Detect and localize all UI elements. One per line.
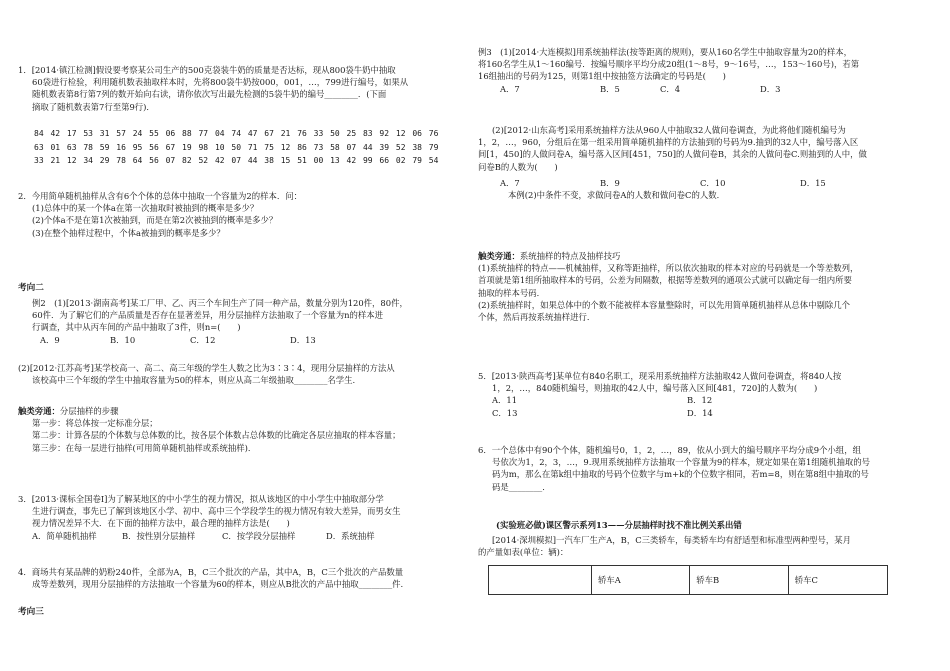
option: D．15 [800, 177, 826, 188]
q5-options [478, 407, 923, 419]
random-number-table [18, 128, 463, 167]
question-3 [18, 493, 463, 542]
ex3-2-line: 间[1，450]的人做问卷A，编号落入区间[451，750]的人做问卷B，其余的人做问卷C.则抽到的人中，做 [478, 149, 867, 160]
section-heading: 考向三 [18, 607, 44, 617]
option: C．按学段分层抽样 [222, 530, 296, 541]
q1-line: 1．[2014·镇江检测]假设要考察某公司生产的500克袋装牛奶的质量是否达标，现从800袋牛奶中抽取 [18, 65, 396, 75]
ex3-2-line: (2)[2012·山东高考]采用系统抽样方法从960人中抽取32人做问卷调查，为此将他们随机编号为 [492, 125, 846, 135]
tips-line: 个体，然后再按系统抽样进行． [478, 311, 596, 322]
random-row: 63 01 63 78 59 16 95 56 67 19 98 10 50 71 75 12 86 73 58 07 44 39 52 38 79 [34, 142, 439, 152]
option: C．4 [660, 83, 681, 94]
option: B．5 [600, 83, 620, 94]
warning-body [478, 534, 923, 558]
option: B．12 [687, 395, 713, 406]
tips-line: 抽取的样本号码． [478, 287, 545, 298]
question-6 [478, 444, 923, 493]
warn-line: [2014·深圳模拟]一汽车厂生产A，B，C三类轿车，每类轿车均有舒适型和标准型两种型号，某月 [492, 535, 851, 545]
example-2 [18, 297, 463, 346]
q3-options [18, 530, 463, 542]
q4-line: 4．商场共有某品牌的奶粉240件，全部为A，B，C三个批次的产品，其中A，B，C三个批次的产品数量 [18, 567, 404, 577]
q5-options [478, 394, 923, 406]
example-2-part-2 [18, 362, 463, 386]
table-row [489, 566, 888, 595]
option: A．7 [500, 177, 520, 188]
random-row: 33 21 12 34 29 78 64 56 07 82 52 42 07 44 38 15 51 00 13 42 99 66 02 79 54 [34, 156, 439, 166]
option: B．9 [600, 177, 620, 188]
option: A．9 [40, 334, 60, 345]
question-1 [18, 64, 463, 113]
example-3-part-2 [478, 124, 923, 201]
q2-line: (2)个体a不是在第1次被抽到，而是在第2次被抽到的概率是多少？ [32, 215, 278, 226]
q4-line: 成等差数列，现用分层抽样的方法抽取一个容量为60的样本，则应从B批次的产品中抽取________件. [32, 579, 404, 590]
table-cell [489, 566, 592, 595]
tips-title: 触类旁通： [478, 251, 520, 261]
option: B．10 [110, 334, 136, 345]
q1-line: 摘取了随机数表第7行至第9行)． [32, 101, 155, 112]
question-2 [18, 190, 463, 239]
option: C．10 [700, 177, 726, 188]
option: D．14 [687, 407, 713, 418]
option: D．系统抽样 [326, 530, 375, 541]
question-4 [18, 566, 463, 590]
tips-line: 第二步：计算各层的个体数与总体数的比，按各层个体数占总体数的比确定各层应抽取的样本容量； [32, 430, 401, 441]
q3-line: 视力情况差异不大．在下面的抽样方法中，最合理的抽样方法是( ) [32, 518, 290, 529]
q2-line: (1)总体中的某一个体a在第一次抽取时被抽到的概率是多少？ [32, 203, 259, 214]
q5-line: 1，2，…，840随机编号，则抽取的42人中，编号落入区间[481，720]的人数为( ) [492, 383, 818, 394]
ex2-options [18, 334, 463, 346]
tips-systematic [478, 250, 923, 323]
warning-title: (实验班必做)课区警示系列13——分层抽样时找不准比例关系出错 [496, 520, 742, 530]
option: A．简单随机抽样 [32, 530, 97, 541]
ex3-line: 将160名学生从1～160编号．按编号顺序平均分成20组(1～8号，9～16号，…，153～160号)，若第 [478, 59, 860, 70]
section-heading: 考向二 [18, 283, 44, 293]
table-header-cell: 轿车C [788, 566, 887, 595]
tips-line: (1)系统抽样的特点——机械抽样，又称等距抽样，所以依次抽取的样本对应的号码就是一个等差数列， [478, 263, 859, 274]
ex2-2-line: (2)[2012·江苏高考]某学校高一、高二、高三年级的学生人数之比为3∶3∶4，现用分层抽样的方法从 [18, 363, 395, 373]
tips-line: (2)系统抽样时，如果总体中的个数不能被样本容量整除时，可以先用简单随机抽样从总体中剔除几个 [478, 299, 850, 310]
tips-line: 首项就是第1组所抽取样本的号码，公差为间隔数，根据等差数列的通项公式就可以确定每一组内所要 [478, 275, 852, 286]
q1-line: 60袋进行检验，利用随机数表抽取样本时，先将800袋牛奶按000，001，…，799进行编号，如果从 [32, 77, 409, 88]
option: D．3 [760, 83, 781, 94]
tips-line: 第一步：将总体按一定标准分层； [32, 418, 158, 429]
ex3-line: 例3 (1)[2014·大连模拟]用系统抽样法(按等距离的规则)，要从160名学生中抽取容量为20的样本， [478, 47, 853, 57]
ex3-note: 本例(2)中条件不变，求做问卷A的人数和做问卷C的人数． [508, 189, 725, 200]
option: B．按性别分层抽样 [122, 530, 196, 541]
table-header-cell: 轿车B [690, 566, 789, 595]
q6-line: 号依次为1，2，3，…，9.现用系统抽样方法抽取一个容量为9的样本，规定如果在第1组随机抽取的号 [492, 457, 871, 468]
production-table [488, 565, 888, 595]
option: D．13 [290, 334, 316, 345]
tips-subtitle: 系统抽样的特点及抽样技巧 [519, 251, 621, 261]
ex2-line: 例2 (1)[2013·湖南高考]某工厂甲、乙、丙三个车间生产了同一种产品，数量分别为120件，80件， [32, 298, 408, 308]
q6-line: 6．一个总体中有90个个体，随机编号0，1，2，…，89，依从小到大的编号顺序平均分成9个小组，组 [478, 445, 861, 455]
option: C．13 [492, 407, 518, 418]
q6-line: 码是________． [492, 481, 551, 492]
ex3-2-line: 1，2，…，960，分组后在第一组采用简单随机抽样的方法抽到的号码为9.抽到的32人中，编号落入区 [478, 137, 859, 148]
question-5 [478, 370, 923, 419]
ex3-line: 16组抽出的号码为125，则第1组中按抽签方法确定的号码是( ) [478, 71, 726, 82]
option: C．12 [190, 334, 216, 345]
option: A．7 [500, 83, 520, 94]
example-3 [478, 46, 923, 95]
tips-title: 触类旁通： [18, 406, 60, 416]
option: A．11 [492, 395, 518, 406]
tips-stratified [18, 405, 463, 454]
ex3-2-options [478, 177, 923, 189]
q1-line: 随机数表第8行第7列的数开始向右读，请你依次写出最先检测的5袋牛奶的编号________．(下面 [32, 89, 387, 100]
q3-line: 生进行调查，事先已了解到该地区小学、初中、高中三个学段学生的视力情况有较大差异，而男女生 [32, 506, 401, 517]
ex3-options [478, 83, 923, 95]
q2-line: 2．今用简单随机抽样从含有6个个体的总体中抽取一个容量为2的样本．问： [18, 191, 302, 201]
tips-subtitle: 分层抽样的步骤 [59, 406, 119, 416]
q2-line: (3)在整个抽样过程中，个体a被抽到的概率是多少？ [32, 227, 225, 238]
q3-line: 3．[2013·课标全国卷Ⅰ]为了解某地区的中小学生的视力情况，拟从该地区的中小学生中抽取部分学 [18, 494, 384, 504]
ex2-line: 60件．为了解它们的产品质量是否存在显著差异，用分层抽样方法抽取了一个容量为n的样本进 [32, 310, 384, 321]
tips-line: 第三步：在每一层进行抽样(可用简单随机抽样或系统抽样)． [32, 442, 257, 453]
table-header-cell: 轿车A [592, 566, 690, 595]
q5-line: 5．[2013·陕西高考]某单位有840名职工，现采用系统抽样方法抽取42人做问卷调查，将840人按 [478, 371, 842, 381]
q6-line: 码为m，那么在第k组中抽取的号码个位数字与m+k的个位数字相同，若m=8，则在第8组中抽取的号 [492, 469, 869, 480]
ex2-2-line: 该校高中三个年级的学生中抽取容量为50的样本，则应从高二年级抽取________名学生. [32, 375, 356, 386]
warn-line: 的产量如表(单位：辆)： [478, 547, 569, 558]
ex2-line: 行调查，其中从丙车间的产品中抽取了3件，则n=( ) [32, 322, 241, 333]
random-row: 84 42 17 53 31 57 24 55 06 88 77 04 74 47 67 21 76 33 50 25 83 92 12 06 76 [34, 129, 439, 138]
ex3-2-line: 问卷B的人数为( ) [478, 161, 558, 172]
